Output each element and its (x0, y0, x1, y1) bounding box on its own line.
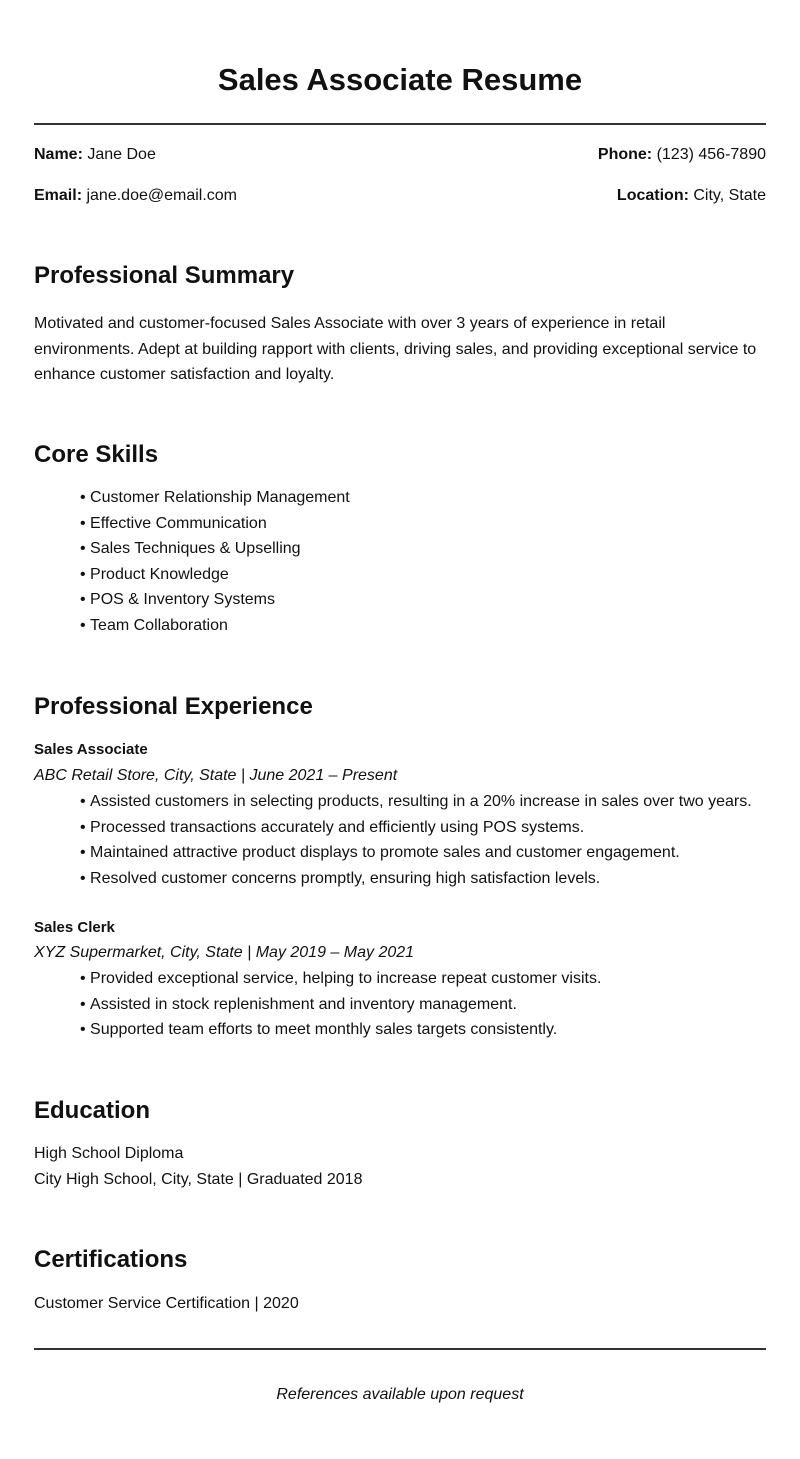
header-divider (34, 123, 766, 125)
footer-divider (34, 1348, 766, 1350)
education-degree: High School Diploma (34, 1145, 184, 1162)
skill-item: • Sales Techniques & Upselling (80, 536, 350, 562)
job-bullet: • Assisted in stock replenishment and inventory management. (80, 992, 601, 1018)
contact-phone (598, 145, 766, 165)
certifications-heading: Certifications (34, 1246, 188, 1273)
email-label: Email: (34, 187, 83, 204)
phone-label: Phone: (597, 146, 653, 163)
email-value: jane.doe@email.com (86, 187, 238, 204)
skill-item: • Effective Communication (80, 511, 350, 537)
phone-value: (123) 456-7890 (656, 146, 766, 163)
education-heading: Education (34, 1097, 151, 1124)
name-value: Jane Doe (87, 146, 156, 163)
resume-title: Sales Associate Resume (217, 62, 583, 97)
contact-email (34, 186, 237, 206)
job-bullets (80, 966, 601, 1043)
job-bullet: • Supported team efforts to meet monthly sales targets consistently. (80, 1017, 601, 1043)
skill-item: • Product Knowledge (80, 562, 350, 588)
job-bullet: • Processed transactions accurately and efficiently using POS systems. (80, 815, 752, 841)
job-bullet: • Provided exceptional service, helping to increase repeat customer visits. (80, 966, 601, 992)
job-bullet: • Assisted customers in selecting products, resulting in a 20% increase in sales over two years. (80, 789, 752, 815)
job-meta: XYZ Supermarket, City, State | May 2019 – May 2021 (34, 944, 415, 961)
job-title: Sales Clerk (34, 919, 115, 936)
skill-item: • Customer Relationship Management (80, 485, 350, 511)
job-bullet: • Maintained attractive product displays to promote sales and customer engagement. (80, 840, 752, 866)
job-bullets (80, 789, 752, 891)
job-title: Sales Associate (34, 741, 148, 758)
job-meta: ABC Retail Store, City, State | June 2021 – Present (34, 767, 398, 784)
experience-heading: Professional Experience (34, 693, 313, 720)
location-value: City, State (693, 187, 766, 204)
skills-heading: Core Skills (34, 441, 159, 468)
skill-item: • POS & Inventory Systems (80, 587, 350, 613)
location-label: Location: (616, 187, 689, 204)
skill-item: • Team Collaboration (80, 613, 350, 639)
contact-location (617, 186, 766, 206)
certification-item: Customer Service Certification | 2020 (34, 1295, 299, 1312)
name-label: Name: (34, 146, 83, 163)
summary-text: Motivated and customer-focused Sales Associate with over 3 years of experience in retail environments. Adept at building rapport with clients, driving sales, and providing exceptional service to enhance customer satisfaction and loyalty. (34, 315, 757, 384)
education-details: City High School, City, State | Graduated 2018 (34, 1171, 363, 1188)
contact-name (34, 145, 156, 165)
footer-note: References available upon request (276, 1386, 524, 1403)
job-bullet: • Resolved customer concerns promptly, ensuring high satisfaction levels. (80, 866, 752, 892)
skills-list (80, 485, 350, 639)
summary-heading: Professional Summary (34, 262, 295, 289)
